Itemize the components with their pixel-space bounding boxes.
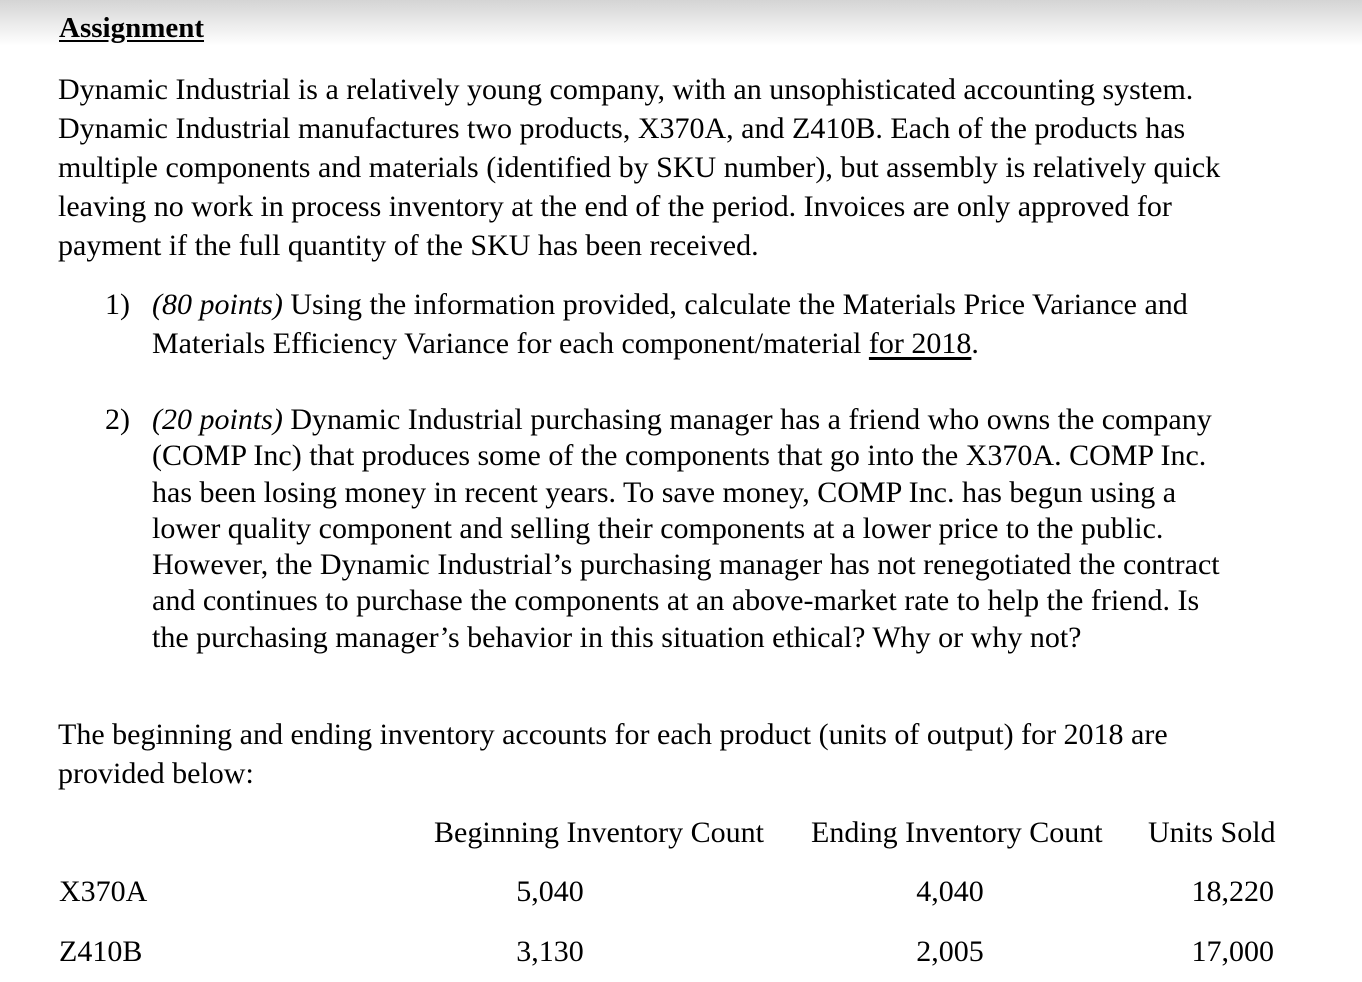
question-underlined-text: for 2018	[868, 327, 972, 360]
question-line	[152, 285, 1302, 324]
cell-units-sold: 18,220	[1191, 875, 1274, 908]
question-body	[152, 402, 1302, 656]
cell-beginning: 5,040	[516, 875, 584, 908]
cell-ending: 2,005	[916, 935, 984, 968]
question-text: .	[971, 327, 979, 360]
question-line	[152, 324, 1302, 363]
header-units-sold: Units Sold	[1148, 816, 1276, 849]
question-line: However, the Dynamic Industrial’s purchasing manager has not renegotiated the contract	[152, 548, 1220, 582]
assignment-heading: Assignment	[59, 12, 205, 44]
question-line: the purchasing manager’s behavior in this situation ethical? Why or why not?	[152, 620, 1082, 654]
question-text: Materials Efficiency Variance for each component/material	[152, 327, 869, 360]
intro-line: multiple components and materials (identified by SKU number), but assembly is relatively quick	[58, 151, 1221, 184]
question-line: has been losing money in recent years. To save money, COMP Inc. has begun using a	[152, 475, 1177, 509]
question-points: (80 points)	[152, 288, 283, 321]
question-body	[152, 285, 1302, 363]
cell-ending: 4,040	[916, 875, 984, 908]
inventory-intro-line: provided below:	[58, 757, 254, 790]
intro-line: Dynamic Industrial is a relatively young company, with an unsophisticated accounting system.	[58, 73, 1194, 106]
question-line: lower quality component and selling their components at a lower price to the public.	[152, 511, 1164, 545]
cell-beginning: 3,130	[516, 935, 584, 968]
question-text: Dynamic Industrial purchasing manager has a friend who owns the company	[282, 403, 1212, 436]
question-line: (COMP Inc) that produces some of the components that go into the X370A. COMP Inc.	[152, 439, 1207, 473]
intro-paragraph	[58, 70, 1298, 265]
inventory-intro	[58, 715, 1298, 793]
row-product-z410b: Z410B	[59, 935, 143, 968]
question-text: Using the information provided, calculate the Materials Price Variance and	[282, 288, 1188, 321]
intro-line: Dynamic Industrial manufactures two products, X370A, and Z410B. Each of the products has	[58, 112, 1186, 145]
question-line: and continues to purchase the components at an above-market rate to help the friend. Is	[152, 584, 1200, 618]
inventory-intro-line: The beginning and ending inventory accounts for each product (units of output) for 2018 are	[58, 718, 1168, 751]
intro-line: payment if the full quantity of the SKU has been received.	[58, 229, 759, 262]
cell-units-sold: 17,000	[1191, 935, 1274, 968]
intro-line: leaving no work in process inventory at the end of the period. Invoices are only approved for	[58, 190, 1172, 223]
question-number: 2)	[105, 403, 130, 436]
question-line	[152, 402, 1302, 438]
page-top-shadow	[0, 0, 1362, 46]
header-ending-inventory: Ending Inventory Count	[811, 816, 1103, 849]
question-points: (20 points)	[152, 403, 283, 436]
header-beginning-inventory: Beginning Inventory Count	[434, 816, 764, 849]
question-number: 1)	[105, 288, 130, 321]
row-product-x370a: X370A	[59, 875, 148, 908]
